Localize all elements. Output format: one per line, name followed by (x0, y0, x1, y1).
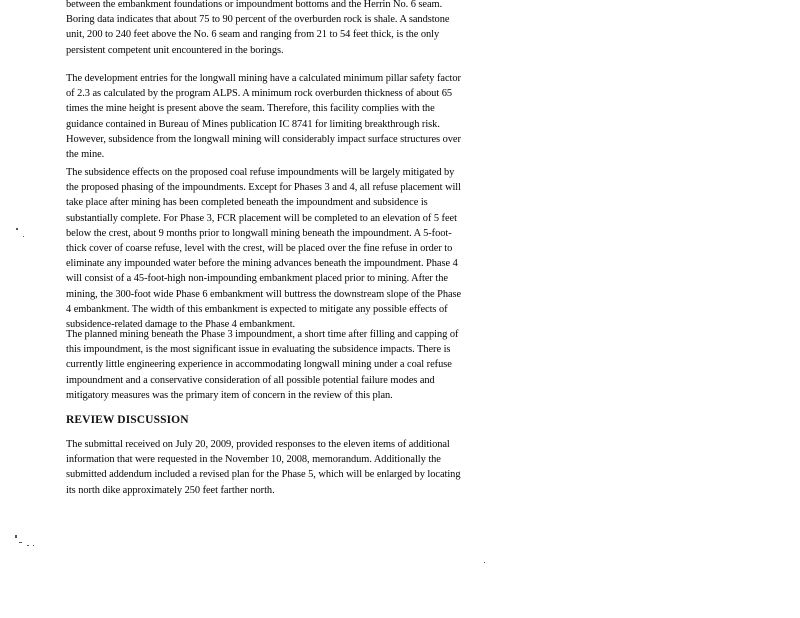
text-line: The planned mining beneath the Phase 3 impoundment, a short time after filling and capping of (66, 329, 459, 340)
text-line: its north dike approximately 250 feet farther north. (66, 484, 275, 496)
text-line: The submittal received on July 20, 2009, provided responses to the eleven items of additional (66, 439, 450, 450)
paragraph-subsidence-effects (66, 165, 522, 332)
text-line: take place after mining has been completed beneath the impoundment and subsidence is (66, 197, 428, 209)
section-heading: REVIEW DISCUSSION (66, 414, 189, 426)
text-line: this impoundment, is the most significant issue in evaluating the subsidence impacts. There is (66, 344, 451, 356)
scan-speck (27, 545, 29, 546)
text-line: impoundment and a conservative consideration of all possible potential failure modes and (66, 374, 435, 386)
paragraph-review-discussion (66, 437, 522, 498)
text-line: persistent competent unit encountered in the borings. (66, 44, 284, 56)
text-line: information that were requested in the November 10, 2008, memorandum. Additionally the (66, 454, 441, 466)
scan-speck (16, 228, 18, 230)
text-line: guidance contained in Bureau of Mines publication IC 8741 for limiting breakthrough risk. (66, 118, 440, 130)
text-line: The subsidence effects on the proposed coal refuse impoundments will be largely mitigated by (66, 167, 455, 178)
text-line: times the mine height is present above the seam. Therefore, this facility complies with the (66, 103, 435, 115)
text-line: between the embankment foundations or impoundment bottoms and the Herrin No. 6 seam. (66, 0, 443, 10)
text-line: subsidence-related damage to the Phase 4 embankment. (66, 319, 296, 331)
text-line: submitted addendum included a revised plan for the Phase 5, which will be enlarged by locating (66, 469, 461, 481)
text-line: the proposed phasing of the impoundments. Except for Phases 3 and 4, all refuse placement will (66, 182, 461, 194)
text-line: 4 embankment. The width of this embankment is expected to mitigate any possible effects of (66, 303, 448, 315)
text-line: will consist of a 45-foot-high non-impounding embankment placed prior to mining. After the (66, 273, 448, 285)
text-line: eliminate any impounded water before the mining advances beneath the impoundment. Phase 4 (66, 258, 458, 270)
text-line: thick cover of coarse refuse, level with the crest, will be placed over the fine refuse in order to (66, 243, 453, 255)
paragraph-planned-mining (66, 327, 522, 403)
text-line: of 2.3 as calculated by the program ALPS. A minimum rock overburden thickness of about 65 (66, 88, 452, 100)
scan-speck (484, 562, 485, 563)
text-line: Boring data indicates that about 75 to 90 percent of the overburden rock is shale. A sandstone (66, 14, 450, 26)
paragraph-overburden (66, 0, 522, 58)
text-line: mining, the 300-foot wide Phase 6 embankment will buttress the downstream slope of the Phase (66, 288, 462, 300)
scan-speck (23, 236, 24, 237)
text-line: However, subsidence from the longwall mining will considerably impact surface structures over (66, 133, 461, 145)
text-line: unit, 200 to 240 feet above the No. 6 seam and ranging from 21 to 54 feet thick, is the only (66, 29, 440, 41)
text-line: below the crest, about 9 months prior to longwall mining beneath the impoundment. A 5-foot- (66, 227, 452, 239)
scan-speck (19, 542, 22, 543)
paragraph-development-entries (66, 71, 522, 162)
scan-speck (15, 535, 17, 538)
scan-speck (33, 545, 34, 546)
text-line: mitigatory measures was the primary item of concern in the review of this plan. (66, 389, 393, 401)
text-line: currently little engineering experience in accommodating longwall mining under a coal refuse (66, 359, 452, 371)
text-line: substantially complete. For Phase 3, FCR placement will be completed to an elevation of 5 feet (66, 212, 457, 224)
text-line: The development entries for the longwall mining have a calculated minimum pillar safety factor (66, 73, 461, 84)
text-line: the mine. (66, 149, 105, 161)
